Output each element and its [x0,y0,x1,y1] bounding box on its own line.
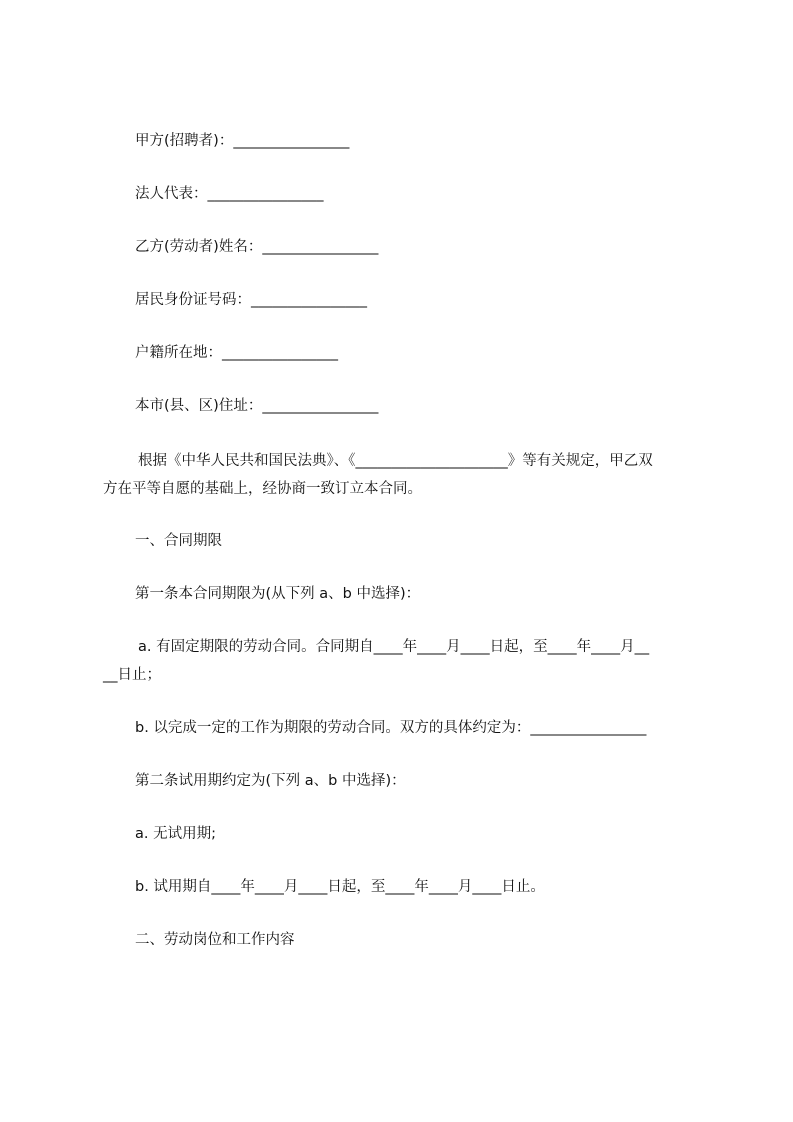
option-a-line-1: a. 有固定期限的劳动合同。合同期自____年____月____日起，至____年____月__ [138,639,650,655]
trial-option-a: a. 无试用期; [135,826,216,842]
article-2: 第二条试用期约定为(下列 a、b 中选择)： [135,773,406,789]
id-number-line: 居民身份证号码：________________ [135,292,367,308]
legal-representative-line: 法人代表：________________ [135,186,324,202]
section-2-title: 二、劳动岗位和工作内容 [135,932,295,948]
party-b-name-line: 乙方(劳动者)姓名：________________ [135,239,379,255]
intro-paragraph-line-2: 方在平等自愿的基础上，经协商一致订立本合同。 [103,481,422,497]
article-1: 第一条本合同期限为(从下列 a、b 中选择)： [135,586,421,602]
party-a-line: 甲方(招聘者)：________________ [135,133,350,149]
household-registration-line: 户籍所在地：________________ [135,345,338,361]
intro-paragraph-line-1: 根据《中华人民共和国民法典》、《_____________________》等有关规定，甲乙双 [138,453,653,469]
option-a-line-2: __日止； [103,667,161,683]
option-b: b. 以完成一定的工作为期限的劳动合同。双方的具体约定为：________________ [135,720,647,736]
trial-option-b: b. 试用期自____年____月____日起，至____年____月____日止。 [135,879,545,895]
address-line: 本市(县、区)住址：________________ [135,398,379,414]
section-1-title: 一、合同期限 [135,533,222,549]
